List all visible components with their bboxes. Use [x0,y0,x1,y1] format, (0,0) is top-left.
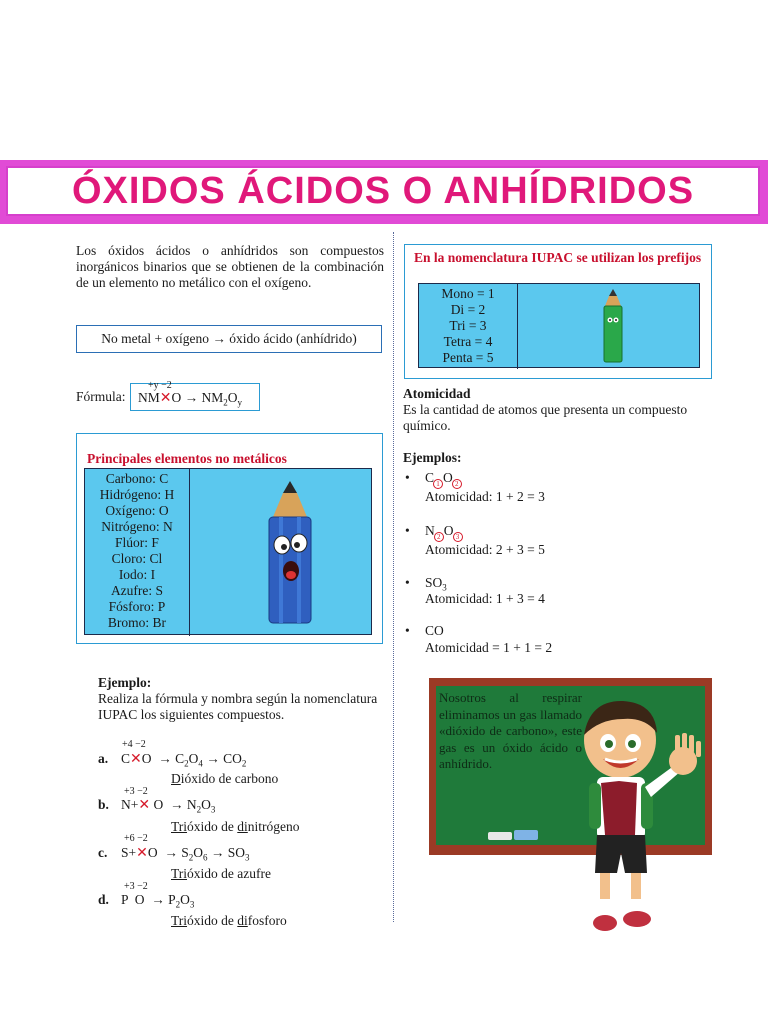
example-heading: Ejemplo: [98,675,152,690]
column-divider [393,232,394,922]
formula-expression [138,390,242,411]
element-item: Azufre: S [110,583,164,598]
name-rest: ióxido de carbono [180,771,279,786]
prefix-item: Penta = 5 [442,350,494,365]
prefix-underlined: Tri [171,913,188,928]
examples-label: Ejemplos: [403,450,462,465]
formula-charges: +y −2 [148,380,172,391]
element-item: Nitrógeno: N [101,519,173,534]
charges-c: +6 −2 [124,833,148,844]
element-item: Cloro: Cl [111,551,163,566]
atom-example-2 [425,522,463,542]
atom-calc-2: Atomicidad: 2 + 3 = 5 [425,542,545,557]
item-letter-b: b. [98,797,109,812]
subscript: 3 [442,582,447,593]
name-rest: óxido de azufre [187,866,271,881]
atomicity-heading: Atomicidad [403,386,471,401]
symbol: O [443,523,454,538]
prefix-item: Di = 2 [450,302,486,317]
prefix-item: Tri = 3 [449,318,487,333]
equation-c: S+✕O → $S_2O_6 \to SO_3$ [121,845,250,863]
name-rest: nitrógeno [247,819,300,834]
prefix-list [419,284,518,369]
prefix-item: Mono = 1 [441,286,495,301]
circled-number: 2 [434,532,444,542]
example-instructions: Realiza la fórmula y nombra según la nomenclatura IUPAC los siguientes compuestos. [98,691,378,722]
element-item: Bromo: Br [107,615,167,630]
prefix-item: Tetra = 4 [443,334,493,349]
name-c [171,866,271,882]
atom-example-1 [425,469,462,489]
charges-d: +3 −2 [124,881,148,892]
intro-paragraph: Los óxidos ácidos o anhídridos son compuestos inorgánicos binarios que se obtienen de la combinación de un elemento no metálico con el oxígeno. [76,243,384,290]
atomicity-definition: Es la cantidad de atomos que presenta un compuesto químico. [403,402,688,433]
name-mid: óxido de [187,819,238,834]
atom-calc-3: Atomicidad: 1 + 3 = 4 [425,591,545,606]
circled-number: 1 [433,479,443,489]
iupac-box-title: En la nomenclatura IUPAC se utilizan los prefijos [414,250,702,265]
element-item: Fósforo: P [108,599,166,614]
symbol: O [443,470,453,485]
symbol: C [425,470,435,485]
circled-number: 2 [452,479,462,489]
prefix-underlined: di [237,913,248,928]
prefix-underlined: di [237,819,248,834]
bullet: • [405,623,410,638]
formula-arrow: → [184,390,199,405]
item-letter-c: c. [98,845,108,860]
elements-list [85,469,190,636]
chalk-icon [488,832,512,840]
circled-number: 3 [453,532,463,542]
name-mid: óxido de [187,913,238,928]
symbol: SO [425,575,443,590]
cross-mark-icon: ✕ [159,390,172,406]
bullet: • [405,523,410,538]
green-pencil-character-icon [601,288,625,364]
formula-sub-2: 2 [223,397,228,408]
formula-rhs-nm: NM [201,390,224,405]
formula-sub-y: y [237,397,243,408]
elements-box-title: Principales elementos no metálicos [87,451,287,466]
name-a [171,771,278,787]
item-letter-a: a. [98,751,109,766]
reaction-box [76,325,382,353]
formula-label: Fórmula: [76,389,126,404]
element-item: Iodo: I [118,567,156,582]
formula-o: O [171,390,182,405]
symbol: N [425,523,435,538]
equation-d: P $O \to P_2O_3$ [121,892,195,910]
page-title: ÓXIDOS ÁCIDOS O ANHÍDRIDOS [71,169,695,212]
atom-calc-4: Atomicidad = 1 + 1 = 2 [425,640,553,655]
elements-table [84,468,372,635]
element-item: Oxígeno: O [105,503,169,518]
reaction-text: No metal + oxígeno → óxido ácido (anhídrido) [101,331,357,346]
name-d [171,913,287,929]
item-letter-d: d. [98,892,109,907]
formula-rhs-o: O [227,390,238,405]
equation-b: N+✕ $O \to N_2O_3$ [121,797,216,815]
formula-nm: NM [138,390,160,405]
element-item: Carbono: C [105,471,169,486]
prefix-underlined: Tri [171,819,188,834]
bullet: • [405,470,410,485]
charges-a: +4 −2 [122,739,146,750]
element-item: Hidrógeno: H [99,487,175,502]
equation-a: C✕O → $C_2O_4 \to CO_2$ [121,751,247,769]
eraser-icon [514,830,538,840]
boy-student-character-icon [575,695,715,940]
title-frame [6,166,760,216]
name-b [171,819,300,835]
chalkboard-text: Nosotros al respirar eliminamos un gas llamado «dióxido de carbono», este gas es un óxido ácido o anhídrido. [439,690,582,771]
atom-example-4: CO [425,623,444,638]
blue-pencil-character-icon [255,479,325,629]
name-rest: fosforo [247,913,287,928]
atom-calc-1: Atomicidad: 1 + 2 = 3 [425,489,545,504]
charges-b: +3 −2 [124,786,148,797]
element-item: Flúor: F [115,535,159,550]
bullet: • [405,575,410,590]
prefix-table [418,283,700,368]
prefix-underlined: D [171,771,181,786]
prefix-underlined: Tri [171,866,188,881]
